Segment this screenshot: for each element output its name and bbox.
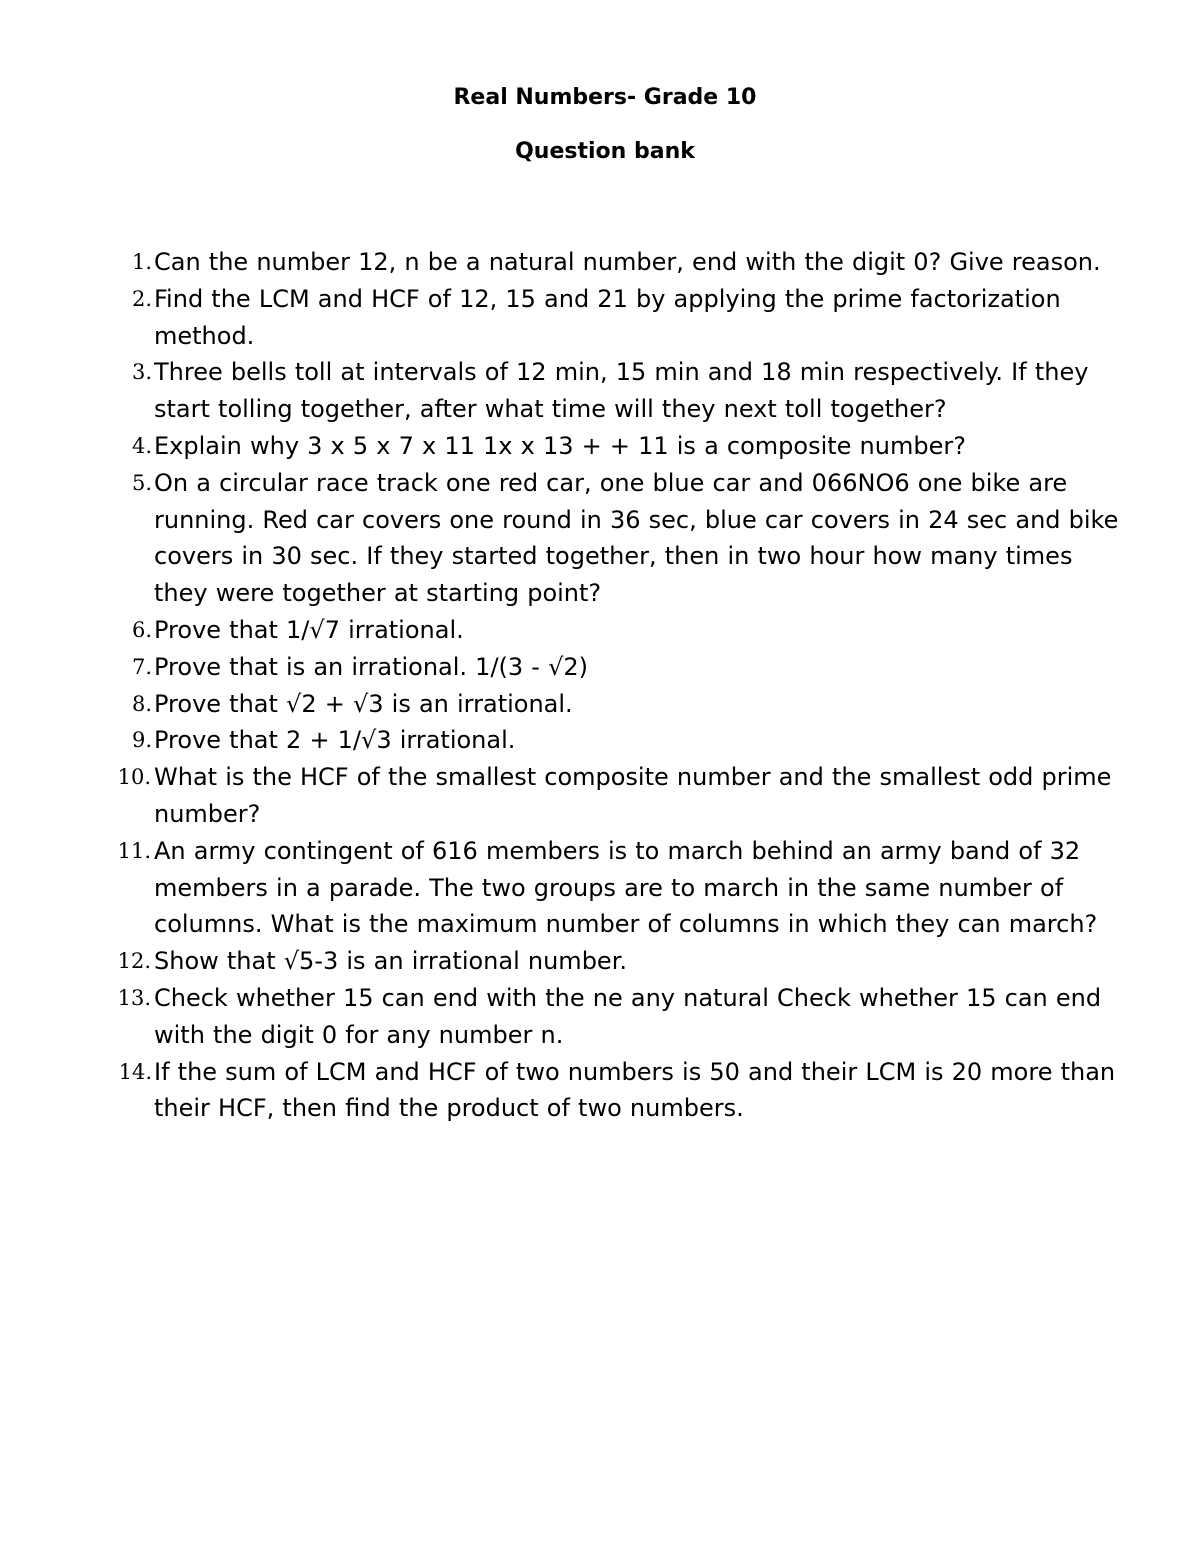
- question-item: [0, 943, 1129, 980]
- question-text: What is the HCF of the smallest composite number and the smallest odd prime number?: [154, 763, 1112, 828]
- question-item: [0, 612, 1129, 649]
- question-number: 1.: [131, 250, 152, 274]
- document-title: Real Numbers- Grade 10: [453, 85, 757, 110]
- question-text: Three bells toll at intervals of 12 min, 15 min and 18 min respectively. If they start tolling together, after what time will they next toll together?: [154, 358, 1089, 424]
- question-text: Explain why 3 x 5 x 7 x 11 1x x 13 + + 11 is a composite number?: [154, 431, 966, 460]
- question-number: 11.: [117, 838, 151, 863]
- question-item: [0, 465, 1129, 612]
- question-item: [0, 1054, 1129, 1128]
- question-item: [0, 649, 1129, 686]
- question-number: 6.: [131, 617, 152, 642]
- question-number: 2.: [131, 286, 152, 311]
- question-item: [0, 833, 1129, 943]
- question-number: 3.: [131, 360, 152, 385]
- question-item: [0, 686, 1129, 723]
- question-item: [0, 281, 1129, 355]
- question-item: [0, 428, 1129, 465]
- question-text: Check whether 15 can end with the ne any natural Check whether 15 can end with the digit 0 for any number n.: [154, 983, 1102, 1049]
- question-number: 9.: [131, 728, 152, 753]
- question-text: Prove that 1/√7 irrational.: [154, 615, 464, 644]
- question-item: [0, 980, 1129, 1054]
- question-text: Prove that is an irrational. 1/(3 - √2): [154, 652, 589, 681]
- question-number: 5.: [131, 470, 152, 495]
- question-text: If the sum of LCM and HCF of two numbers is 50 and their LCM is 20 more than their HCF, then find the product of two numbers.: [154, 1057, 1116, 1123]
- question-list: [0, 244, 1200, 1127]
- question-number: 12.: [117, 949, 151, 974]
- question-text: An army contingent of 616 members is to march behind an army band of 32 members in a parade. The two groups are to march in the same number of columns. What is the maximum number of columns in which they can march?: [154, 836, 1098, 939]
- question-number: 14.: [118, 1059, 152, 1084]
- question-number: 8.: [131, 691, 152, 716]
- question-item: [0, 244, 1129, 281]
- question-text: Find the LCM and HCF of 12, 15 and 21 by applying the prime factorization method.: [154, 284, 1061, 350]
- question-text: Show that √5-3 is an irrational number.: [154, 947, 627, 976]
- question-text: Prove that 2 + 1/√3 irrational.: [154, 726, 516, 755]
- question-item: [0, 354, 1129, 428]
- question-item: [0, 722, 1129, 759]
- document-subtitle: Question bank: [515, 139, 695, 164]
- question-number: 10.: [117, 765, 151, 790]
- question-number: 7.: [131, 654, 152, 679]
- question-item: [0, 759, 1129, 833]
- question-number: 13.: [117, 985, 151, 1010]
- question-text: Can the number 12, n be a natural number, end with the digit 0? Give reason.: [154, 248, 1101, 276]
- question-text: On a circular race track one red car, one blue car and 066NO6 one bike are running. Red car covers one round in 36 sec, blue car covers in 24 sec and bike covers in 30 sec. If they started together, then in two hour how many times they were together at starting point?: [154, 468, 1119, 608]
- question-text: Prove that √2 + √3 is an irrational.: [154, 689, 573, 718]
- question-number: 4.: [131, 433, 152, 458]
